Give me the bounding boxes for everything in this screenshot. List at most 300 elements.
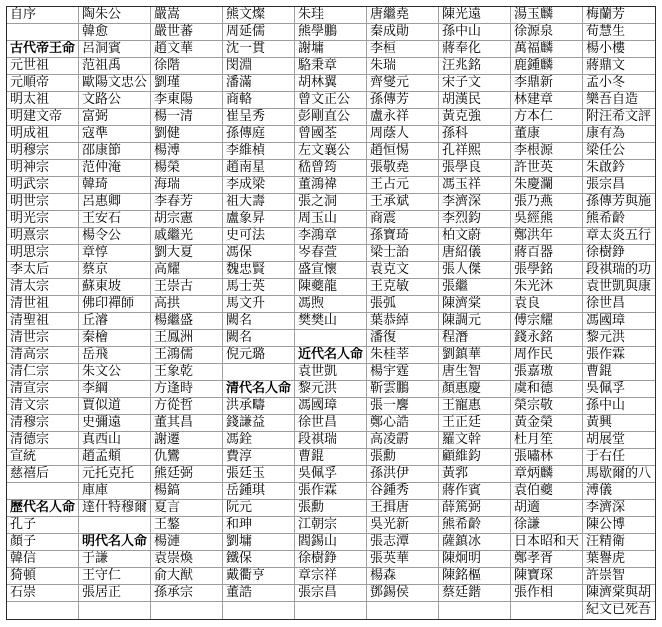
table-cell: 楊榮 <box>151 160 223 177</box>
table-cell: 岳鍾琪 <box>223 483 295 500</box>
table-cell: 蔣鼎文 <box>583 58 655 75</box>
table-cell: 葉恭綽 <box>367 313 439 330</box>
table-cell: 孔祥熙 <box>439 143 511 160</box>
table-cell: 清世宗 <box>7 330 79 347</box>
table-cell: 李鼎新 <box>511 75 583 92</box>
table-cell: 孫傳芳 <box>367 92 439 109</box>
table-cell: 明神宗 <box>7 160 79 177</box>
table-cell: 董誥 <box>223 585 295 602</box>
table-cell: 明成祖 <box>7 126 79 143</box>
table-cell: 朱慶瀾 <box>511 177 583 194</box>
table-cell: 曾文正公 <box>295 92 367 109</box>
table-cell: 李桓 <box>367 41 439 58</box>
table-cell: 劉墉 <box>223 534 295 551</box>
table-cell: 靳雲鵬 <box>367 381 439 398</box>
empty-cell <box>439 602 511 619</box>
section-heading: 清代名人命 <box>223 381 295 398</box>
table-cell: 劉大夏 <box>151 245 223 262</box>
table-cell: 明太祖 <box>7 92 79 109</box>
table-cell: 朱光沐 <box>511 279 583 296</box>
empty-cell <box>223 364 295 381</box>
table-cell: 黃興 <box>583 415 655 432</box>
table-cell: 李烈鈞 <box>439 211 511 228</box>
table-cell: 馬文升 <box>223 296 295 313</box>
table-cell: 朱瑞 <box>367 58 439 75</box>
table-cell: 清太宗 <box>7 279 79 296</box>
table-cell: 許崇智 <box>583 568 655 585</box>
table-cell: 清德宗 <box>7 432 79 449</box>
table-cell: 王象乾 <box>151 364 223 381</box>
table-cell: 董其昌 <box>151 415 223 432</box>
empty-cell <box>295 330 367 347</box>
table-cell: 盛宣懷 <box>295 262 367 279</box>
table-cell: 邵康節 <box>79 143 151 160</box>
empty-cell <box>223 602 295 619</box>
table-cell: 馮國璋 <box>295 398 367 415</box>
table-cell: 陶朱公 <box>79 7 151 24</box>
table-cell: 陳寶琛 <box>511 568 583 585</box>
table-cell: 潘滿 <box>223 75 295 92</box>
table-cell: 曹錕 <box>583 364 655 381</box>
table-cell: 王鴻儒 <box>151 347 223 364</box>
table-cell: 陳濟棠與胡 <box>583 585 655 602</box>
table-cell: 薛篤弼 <box>439 500 511 517</box>
table-cell: 孫科 <box>439 126 511 143</box>
table-cell: 張嘯林 <box>511 449 583 466</box>
table-cell: 駱秉章 <box>295 58 367 75</box>
table-cell: 李東陽 <box>151 92 223 109</box>
table-cell: 徐樹錚 <box>583 245 655 262</box>
table-cell: 王安石 <box>79 211 151 228</box>
table-cell: 萬福麟 <box>511 41 583 58</box>
table-cell: 商震 <box>367 211 439 228</box>
table-cell: 朱桂莘 <box>367 347 439 364</box>
table-cell: 吳佩孚 <box>295 466 367 483</box>
section-heading: 明代名人命 <box>79 534 151 551</box>
table-cell: 周蔭人 <box>367 126 439 143</box>
table-cell: 費淳 <box>223 449 295 466</box>
table-cell: 韓琦 <box>79 177 151 194</box>
table-cell: 孫中山 <box>439 24 511 41</box>
table-cell: 嚴嵩 <box>151 7 223 24</box>
table-cell: 王占元 <box>367 177 439 194</box>
table-cell: 閻錫山 <box>295 534 367 551</box>
table-cell: 李春芳 <box>151 194 223 211</box>
table-cell: 盧永祥 <box>367 109 439 126</box>
table-cell: 明建文帝 <box>7 109 79 126</box>
table-cell: 史彌遠 <box>79 415 151 432</box>
table-cell: 李濟深 <box>439 194 511 211</box>
table-cell: 張人傑 <box>439 262 511 279</box>
table-cell: 袁世凱與康 <box>583 279 655 296</box>
table-cell: 袁克文 <box>367 262 439 279</box>
table-cell: 商輅 <box>223 92 295 109</box>
table-cell: 王克敏 <box>367 279 439 296</box>
table-cell: 楊鎬 <box>151 483 223 500</box>
table-cell: 袁崇煥 <box>151 551 223 568</box>
table-cell: 胡適 <box>511 500 583 517</box>
table-cell: 清聖祖 <box>7 313 79 330</box>
table-cell: 楊森 <box>367 568 439 585</box>
table-cell: 盧象昇 <box>223 211 295 228</box>
table-cell: 范仲淹 <box>79 160 151 177</box>
table-cell: 高凌霨 <box>367 432 439 449</box>
table-cell: 段祺瑞的功 <box>583 262 655 279</box>
table-cell: 章宗祥 <box>295 568 367 585</box>
table-cell: 海瑞 <box>151 177 223 194</box>
table-cell: 達什特穆爾 <box>79 500 151 517</box>
table-cell: 李成梁 <box>223 177 295 194</box>
table-cell: 張一麐 <box>367 398 439 415</box>
table-cell: 張學銘 <box>511 262 583 279</box>
table-cell: 高耀 <box>151 262 223 279</box>
table-cell: 吳佩孚 <box>583 381 655 398</box>
table-cell: 李維楨 <box>223 143 295 160</box>
table-cell: 張繼 <box>439 279 511 296</box>
table-cell: 黎元洪 <box>583 330 655 347</box>
table-cell: 李太后 <box>7 262 79 279</box>
table-cell: 樊樊山 <box>295 313 367 330</box>
table-cell: 王鳳洲 <box>151 330 223 347</box>
table-cell: 梁士詒 <box>367 245 439 262</box>
table-cell: 張作霖 <box>295 483 367 500</box>
table-cell: 魏忠賢 <box>223 262 295 279</box>
table-cell: 方本仁 <box>511 109 583 126</box>
empty-cell <box>79 517 151 534</box>
table-cell: 張廷玉 <box>223 466 295 483</box>
table-cell: 劉健 <box>151 126 223 143</box>
table-cell: 陳公博 <box>583 517 655 534</box>
table-cell: 王承斌 <box>367 194 439 211</box>
table-cell: 陳調元 <box>439 313 511 330</box>
table-cell: 馬士英 <box>223 279 295 296</box>
table-cell: 清穆宗 <box>7 415 79 432</box>
table-cell: 周延儒 <box>223 24 295 41</box>
table-cell: 徐謙 <box>511 517 583 534</box>
table-cell: 蔡廷鍇 <box>439 585 511 602</box>
table-cell: 寇準 <box>79 126 151 143</box>
contents-table <box>6 6 656 620</box>
table-cell: 趙恒惕 <box>367 143 439 160</box>
table-cell: 馮玉祥 <box>439 177 511 194</box>
table-cell: 鄭孝胥 <box>511 551 583 568</box>
table-cell: 馮國璋 <box>583 313 655 330</box>
table-cell: 羅文幹 <box>439 432 511 449</box>
table-cell: 顏子 <box>7 534 79 551</box>
table-cell: 章太炎五行 <box>583 228 655 245</box>
table-cell: 蔣作賓 <box>439 483 511 500</box>
table-cell: 齊燮元 <box>367 75 439 92</box>
table-cell: 俞大猷 <box>151 568 223 585</box>
table-cell: 鐵保 <box>223 551 295 568</box>
table-cell: 馬歇爾的八 <box>583 466 655 483</box>
table-cell: 胡林翼 <box>295 75 367 92</box>
table-cell: 湯玉麟 <box>511 7 583 24</box>
section-heading: 古代帝王命 <box>7 41 79 58</box>
table-cell: 范祖禹 <box>79 58 151 75</box>
table-cell: 慈禧后 <box>7 466 79 483</box>
table-cell: 黃克強 <box>439 109 511 126</box>
table-cell: 李綱 <box>79 381 151 398</box>
table-cell: 柏文蔚 <box>439 228 511 245</box>
table-cell: 清仁宗 <box>7 364 79 381</box>
table-cell: 劉鎮華 <box>439 347 511 364</box>
table-cell: 鄭心誥 <box>367 415 439 432</box>
table-cell: 熊文燦 <box>223 7 295 24</box>
table-cell: 明光宗 <box>7 211 79 228</box>
table-cell: 錢謙益 <box>223 415 295 432</box>
table-cell: 張志潭 <box>367 534 439 551</box>
table-cell: 董康 <box>511 126 583 143</box>
table-cell: 清高宗 <box>7 347 79 364</box>
empty-cell <box>7 602 79 619</box>
table-cell: 梁任公 <box>583 143 655 160</box>
table-cell: 傅宗耀 <box>511 313 583 330</box>
table-cell: 清世祖 <box>7 296 79 313</box>
empty-cell <box>151 602 223 619</box>
table-cell: 秦檜 <box>79 330 151 347</box>
table-cell: 嚴世蕃 <box>151 24 223 41</box>
table-cell: 虞和德 <box>511 381 583 398</box>
table-cell: 潘復 <box>367 330 439 347</box>
empty-cell <box>7 483 79 500</box>
table-cell: 江朝宗 <box>295 517 367 534</box>
table-cell: 日本昭和天 <box>511 534 583 551</box>
table-cell: 文路公 <box>79 92 151 109</box>
table-cell: 元托克托 <box>79 466 151 483</box>
table-cell: 戚繼光 <box>151 228 223 245</box>
table-cell: 陳光遠 <box>439 7 511 24</box>
empty-cell <box>511 602 583 619</box>
table-cell: 胡展堂 <box>583 432 655 449</box>
table-cell: 孫傳芳與施 <box>583 194 655 211</box>
table-cell: 黎元洪 <box>295 381 367 398</box>
table-cell: 顏惠慶 <box>439 381 511 398</box>
table-cell: 附汪希文評 <box>583 109 655 126</box>
table-cell: 孫洪伊 <box>367 466 439 483</box>
table-cell: 鄭洪年 <box>511 228 583 245</box>
table-cell: 張敬堯 <box>367 160 439 177</box>
table-cell: 袁世凱 <box>295 364 367 381</box>
table-cell: 黃金榮 <box>511 415 583 432</box>
table-cell: 高拱 <box>151 296 223 313</box>
table-cell: 韓信 <box>7 551 79 568</box>
table-cell: 吳光新 <box>367 517 439 534</box>
table-cell: 猗頓 <box>7 568 79 585</box>
table-cell: 楊小樓 <box>583 41 655 58</box>
table-cell: 岳飛 <box>79 347 151 364</box>
section-heading: 歷代名人命 <box>7 500 79 517</box>
table-cell: 谷鍾秀 <box>367 483 439 500</box>
table-cell: 溥儀 <box>583 483 655 500</box>
table-cell: 唐繼堯 <box>367 7 439 24</box>
table-cell: 薩鎮冰 <box>439 534 511 551</box>
table-cell: 袁伯夔 <box>511 483 583 500</box>
table-cell: 宣統 <box>7 449 79 466</box>
table-cell: 王守仁 <box>79 568 151 585</box>
table-cell: 蔡京 <box>79 262 151 279</box>
table-cell: 岑春萱 <box>295 245 367 262</box>
table-cell: 韓愈 <box>79 24 151 41</box>
table-cell: 明穆宗 <box>7 143 79 160</box>
table-cell: 周作民 <box>511 347 583 364</box>
table-cell: 孫寶琦 <box>367 228 439 245</box>
empty-cell <box>7 24 79 41</box>
table-cell: 謝墉 <box>295 41 367 58</box>
table-cell: 唐紹儀 <box>439 245 511 262</box>
table-cell: 李鴻章 <box>295 228 367 245</box>
table-cell: 阮元 <box>223 500 295 517</box>
table-cell: 劉瑾 <box>151 75 223 92</box>
table-cell: 歐陽文忠公 <box>79 75 151 92</box>
table-cell: 馮保 <box>223 245 295 262</box>
table-cell: 元順帝 <box>7 75 79 92</box>
table-cell: 陳炯明 <box>439 551 511 568</box>
table-cell: 洪承疇 <box>223 398 295 415</box>
table-cell: 徐源泉 <box>511 24 583 41</box>
table-cell: 張勳 <box>295 500 367 517</box>
table-cell: 徐階 <box>151 58 223 75</box>
table-cell: 明思宗 <box>7 245 79 262</box>
table-cell: 祖大壽 <box>223 194 295 211</box>
table-cell: 戴衢亨 <box>223 568 295 585</box>
table-cell: 錢永銘 <box>511 330 583 347</box>
table-cell: 鹿鍾麟 <box>511 58 583 75</box>
section-heading: 近代名人命 <box>295 347 367 364</box>
table-cell: 閔淵 <box>223 58 295 75</box>
table-cell: 庫庫 <box>79 483 151 500</box>
table-cell: 方逢時 <box>151 381 223 398</box>
table-cell: 段祺瑞 <box>295 432 367 449</box>
table-cell: 王鏊 <box>151 517 223 534</box>
table-cell: 周玉山 <box>295 211 367 228</box>
table-cell: 楊一清 <box>151 109 223 126</box>
table-cell: 孫傳庭 <box>223 126 295 143</box>
table-cell: 張英華 <box>367 551 439 568</box>
table-cell: 明熹宗 <box>7 228 79 245</box>
empty-cell <box>79 602 151 619</box>
table-cell: 陳夔龍 <box>295 279 367 296</box>
table-cell: 石崇 <box>7 585 79 602</box>
table-cell: 馮銓 <box>223 432 295 449</box>
table-cell: 胡宗憲 <box>151 211 223 228</box>
table-cell: 汪兆銘 <box>439 58 511 75</box>
table-cell: 吳經熊 <box>511 211 583 228</box>
table-cell: 熊希齡 <box>439 517 511 534</box>
table-cell: 樂吾自造 <box>583 92 655 109</box>
table-cell: 賈似道 <box>79 398 151 415</box>
empty-cell <box>295 602 367 619</box>
table-cell: 明武宗 <box>7 177 79 194</box>
table-cell: 李根源 <box>511 143 583 160</box>
table-cell: 葉譽虎 <box>583 551 655 568</box>
table-cell: 胡漢民 <box>439 92 511 109</box>
table-cell: 顧維鈞 <box>439 449 511 466</box>
table-cell: 張學良 <box>439 160 511 177</box>
table-cell: 徐樹錚 <box>295 551 367 568</box>
table-cell: 清文宗 <box>7 398 79 415</box>
table-cell: 張嘉璈 <box>511 364 583 381</box>
table-cell: 張宗昌 <box>295 585 367 602</box>
table-cell: 張居正 <box>79 585 151 602</box>
table-cell: 林建章 <box>511 92 583 109</box>
table-cell: 朱啟鈐 <box>583 160 655 177</box>
table-cell: 熊希齡 <box>583 211 655 228</box>
table-cell: 張勳 <box>367 449 439 466</box>
table-cell: 朱珪 <box>295 7 367 24</box>
table-cell: 趙文華 <box>151 41 223 58</box>
table-cell: 杜月笙 <box>511 432 583 449</box>
table-cell: 趙南星 <box>223 160 295 177</box>
table-cell: 紀文已死吾 <box>586 602 652 617</box>
table-cell: 崔呈秀 <box>223 109 295 126</box>
table-cell: 王正廷 <box>439 415 511 432</box>
table-cell: 闕名 <box>223 330 295 347</box>
table-cell: 鄧錫侯 <box>367 585 439 602</box>
table-cell: 陳濟棠 <box>439 296 511 313</box>
table-cell: 沈一貫 <box>223 41 295 58</box>
table-cell: 王崇古 <box>151 279 223 296</box>
table-cell: 于謙 <box>79 551 151 568</box>
table-cell: 章惇 <box>79 245 151 262</box>
table-cell: 汪精衛 <box>583 534 655 551</box>
table-cell: 熊廷弼 <box>151 466 223 483</box>
table-cell: 徐世昌 <box>295 415 367 432</box>
table-cell: 黃郛 <box>439 466 511 483</box>
empty-cell <box>367 602 439 619</box>
table-cell: 梅蘭芳 <box>583 7 655 24</box>
table-cell: 楊溥 <box>151 143 223 160</box>
table-cell: 蔣百器 <box>511 245 583 262</box>
table-cell: 嵇曾筠 <box>295 160 367 177</box>
table-cell: 蔣奉化 <box>439 41 511 58</box>
table-cell: 王揖唐 <box>367 500 439 517</box>
table-cell: 清宣宗 <box>7 381 79 398</box>
table-cell: 楊繼盛 <box>151 313 223 330</box>
table-cell: 孟小冬 <box>583 75 655 92</box>
table-cell: 明世宗 <box>7 194 79 211</box>
table-cell: 張乃燕 <box>511 194 583 211</box>
table-cell: 秦成勛 <box>367 24 439 41</box>
table-cell: 仇鸞 <box>151 449 223 466</box>
table-cell: 張之洞 <box>295 194 367 211</box>
table-cell: 章炳麟 <box>511 466 583 483</box>
table-cell: 唐生智 <box>439 364 511 381</box>
table-cell: 王寵惠 <box>439 398 511 415</box>
table-cell: 元世祖 <box>7 58 79 75</box>
table-cell: 史可法 <box>223 228 295 245</box>
table-cell: 張宗昌 <box>583 177 655 194</box>
table-cell: 呂惠卿 <box>79 194 151 211</box>
table-cell: 張作相 <box>511 585 583 602</box>
table-cell: 陳銘樞 <box>439 568 511 585</box>
table-cell: 榮宗敬 <box>511 398 583 415</box>
table-cell: 左文襄公 <box>295 143 367 160</box>
table-cell: 楊宇霆 <box>367 364 439 381</box>
table-cell: 趙孟頫 <box>79 449 151 466</box>
table-cell: 曹錕 <box>295 449 367 466</box>
table-cell: 荀慧生 <box>583 24 655 41</box>
table-cell: 徐世昌 <box>583 296 655 313</box>
table-cell: 謝遷 <box>151 432 223 449</box>
table-cell: 闕名 <box>223 313 295 330</box>
table-cell: 袁良 <box>511 296 583 313</box>
table-cell: 夏言 <box>151 500 223 517</box>
table-cell: 馮煦 <box>295 296 367 313</box>
table-cell: 孔子 <box>7 517 79 534</box>
table-cell: 李濟深 <box>583 500 655 517</box>
table-cell: 朱文公 <box>79 364 151 381</box>
